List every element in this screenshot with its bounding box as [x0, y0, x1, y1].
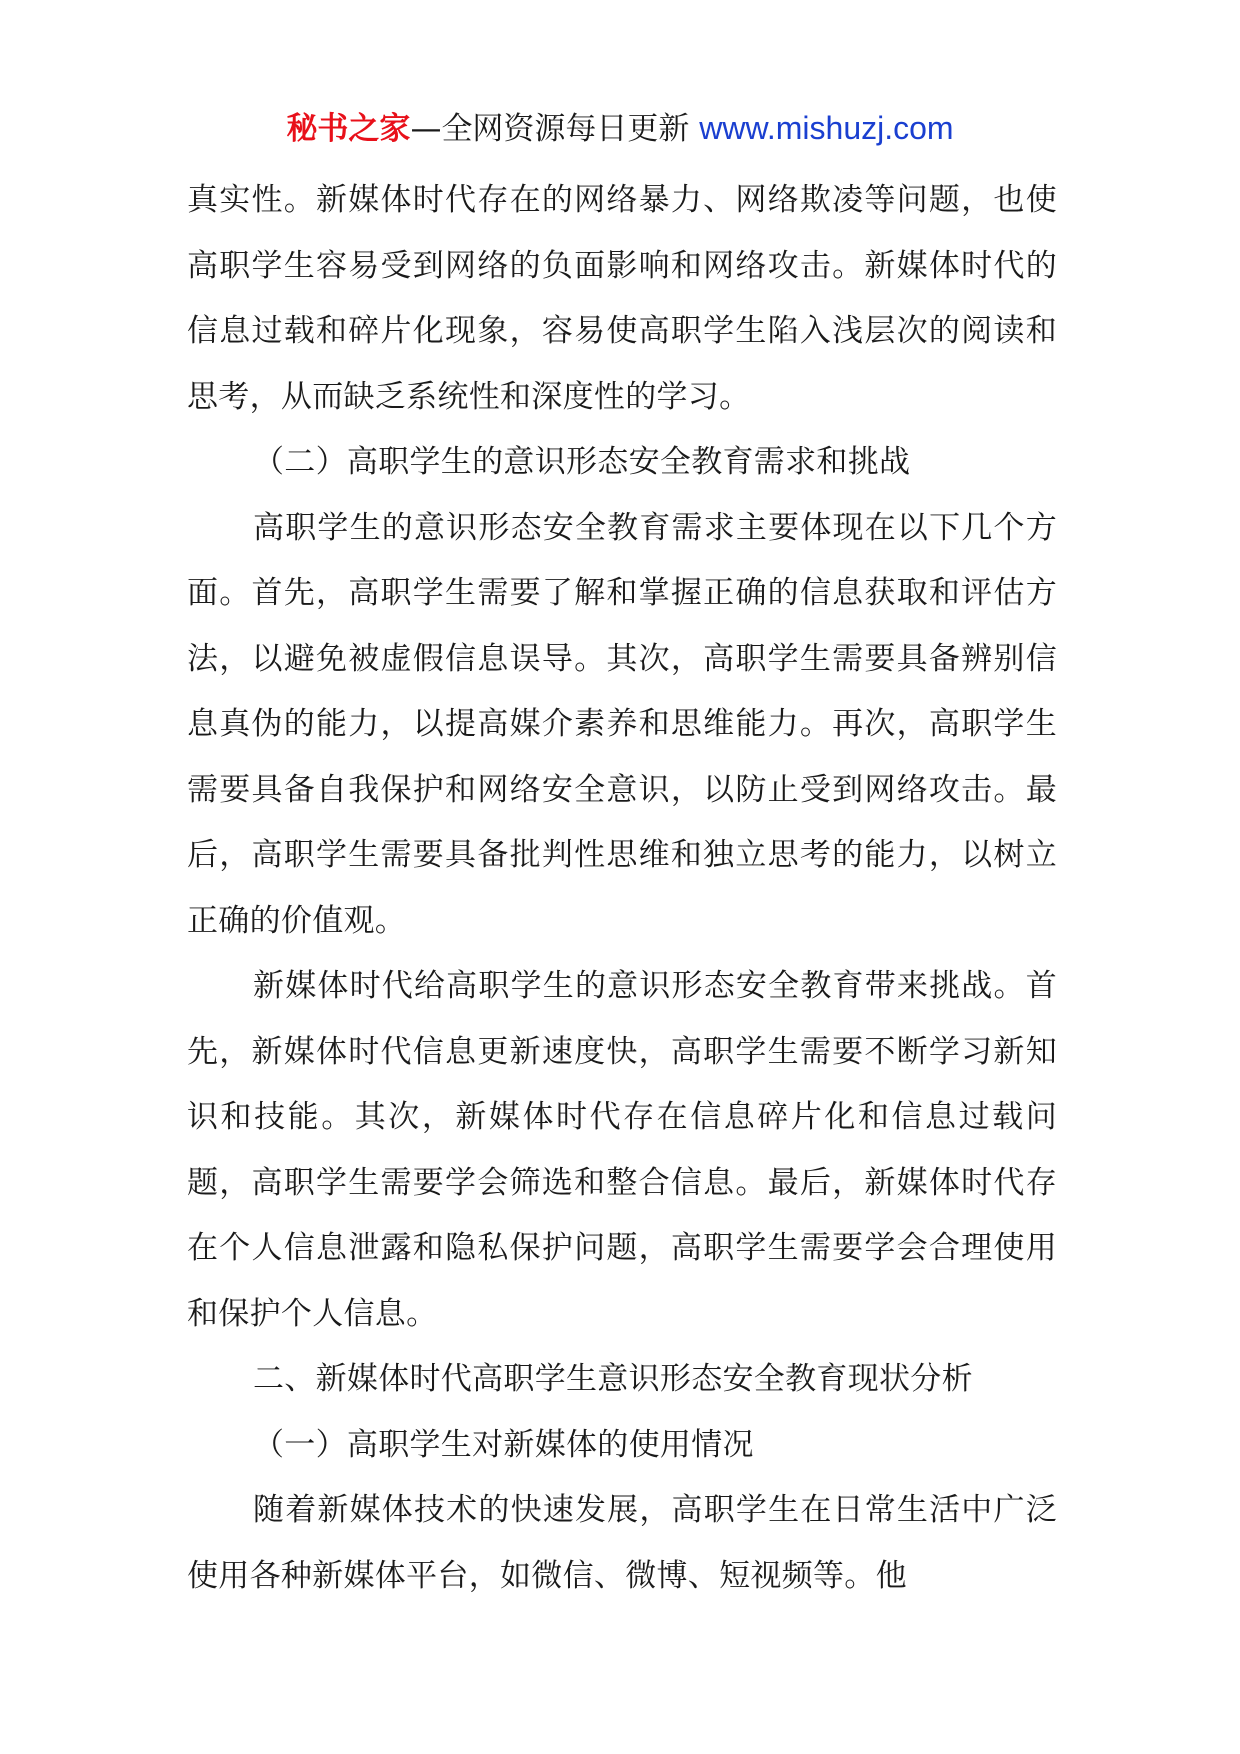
section-heading-2: 二、新媒体时代高职学生意识形态安全教育现状分析	[253, 1361, 973, 1397]
page-header	[0, 108, 1240, 149]
section-subheading-1: （一）高职学生对新媒体的使用情况	[253, 1426, 754, 1463]
site-url-link[interactable]: www.mishuzj.com	[699, 110, 954, 146]
site-brand: 秘书之家	[286, 111, 411, 147]
section-subheading-2: （二）高职学生的意识形态安全教育需求和挑战	[253, 444, 911, 480]
paragraph-usage: 随着新媒体技术的快速发展，高职学生在日常生活中广泛使用各种新媒体平台，如微信、微博、短视频等。他	[187, 1492, 1057, 1594]
site-slogan: —全网资源每日更新	[410, 111, 700, 147]
paragraph-needs: 高职学生的意识形态安全教育需求主要体现在以下几个方面。首先，高职学生需要了解和掌握正确的信息获取和评估方法，以避免被虚假信息误导。其次，高职学生需要具备辨别信息真伪的能力，以提高媒介素养和思维能力。再次，高职学生需要具备自我保护和网络安全意识，以防止受到网络攻击。最后，高职学生需要具备批判性思维和独立思考的能力，以树立正确的价值观。	[187, 509, 1057, 939]
document-body	[187, 168, 1057, 1609]
paragraph-continued: 真实性。新媒体时代存在的网络暴力、网络欺凌等问题，也使高职学生容易受到网络的负面影响和网络攻击。新媒体时代的信息过载和碎片化现象，容易使高职学生陷入浅层次的阅读和思考，从而缺乏系统性和深度性的学习。	[187, 182, 1057, 415]
paragraph-challenges: 新媒体时代给高职学生的意识形态安全教育带来挑战。首先，新媒体时代信息更新速度快，高职学生需要不断学习新知识和技能。其次，新媒体时代存在信息碎片化和信息过载问题，高职学生需要学会筛选和整合信息。最后，新媒体时代存在个人信息泄露和隐私保护问题，高职学生需要学会合理使用和保护个人信息。	[187, 968, 1057, 1332]
